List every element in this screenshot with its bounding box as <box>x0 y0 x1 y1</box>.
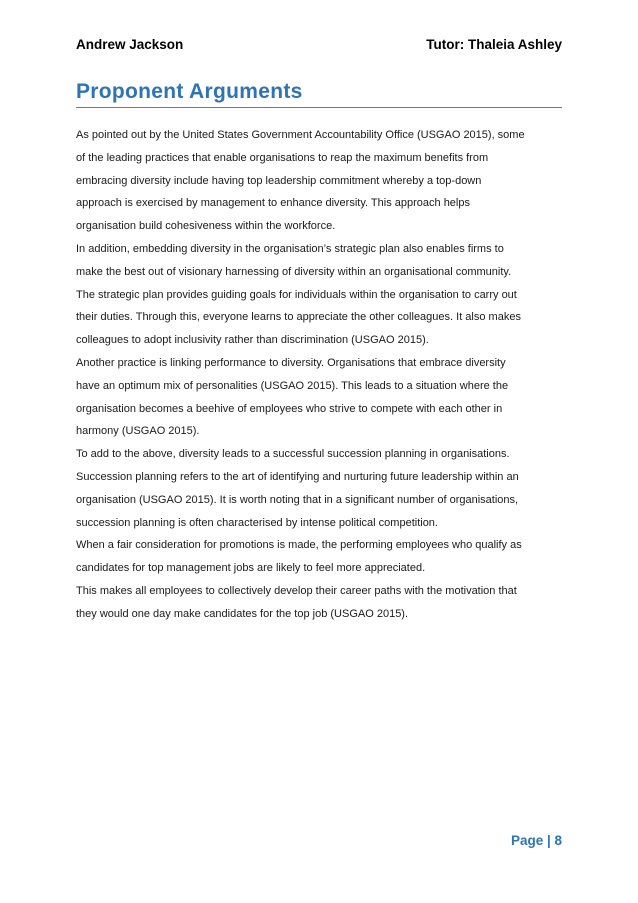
text-line: harmony (USGAO 2015). <box>76 425 200 438</box>
text-line: approach is exercised by management to enhance diversity. This approach helps <box>76 197 470 210</box>
text-line: of the leading practices that enable organisations to reap the maximum benefits from <box>76 151 489 164</box>
text-line: organisation (USGAO 2015). It is worth noting that in a significant number of organisations, <box>76 493 519 506</box>
body-text <box>76 124 566 626</box>
page-number: Page | 8 <box>510 833 562 848</box>
author-name: Andrew Jackson <box>76 37 184 52</box>
text-line: candidates for top management jobs are likely to feel more appreciated. <box>76 562 426 575</box>
title-underline <box>76 107 562 108</box>
text-line: succession planning is often characterised by intense political competition. <box>76 516 438 529</box>
text-line: embracing diversity include having top leadership commitment whereby a top-down <box>76 174 482 187</box>
text-line: their duties. Through this, everyone learns to appreciate the other colleagues. It also makes <box>76 311 521 324</box>
text-line: In addition, embedding diversity in the organisation’s strategic plan also enables firms to <box>76 242 504 255</box>
text-line: As pointed out by the United States Government Accountability Office (USGAO 2015), some <box>76 129 525 141</box>
page-header <box>76 37 562 57</box>
text-line: they would one day make candidates for the top job (USGAO 2015). <box>76 607 409 620</box>
text-line: This makes all employees to collectively develop their career paths with the motivation that <box>76 584 517 597</box>
text-line: The strategic plan provides guiding goals for individuals within the organisation to carry out <box>76 288 517 301</box>
text-line: To add to the above, diversity leads to a successful succession planning in organisations. <box>76 448 510 461</box>
text-line: have an optimum mix of personalities (USGAO 2015). This leads to a situation where the <box>76 379 509 392</box>
text-line: Succession planning refers to the art of identifying and nurturing future leadership within an <box>76 470 519 483</box>
section-title: Proponent Arguments <box>76 80 303 103</box>
text-line: Another practice is linking performance to diversity. Organisations that embrace diversity <box>76 356 506 369</box>
text-line: make the best out of visionary harnessing of diversity within an organisational community. <box>76 265 512 278</box>
text-line: When a fair consideration for promotions is made, the performing employees who qualify as <box>76 539 522 552</box>
text-line: colleagues to adopt inclusivity rather than discrimination (USGAO 2015). <box>76 334 429 347</box>
tutor-name: Tutor: Thaleia Ashley <box>426 37 562 52</box>
text-line: organisation becomes a beehive of employees who strive to compete with each other in <box>76 402 503 415</box>
text-line: organisation build cohesiveness within the workforce. <box>76 220 336 233</box>
